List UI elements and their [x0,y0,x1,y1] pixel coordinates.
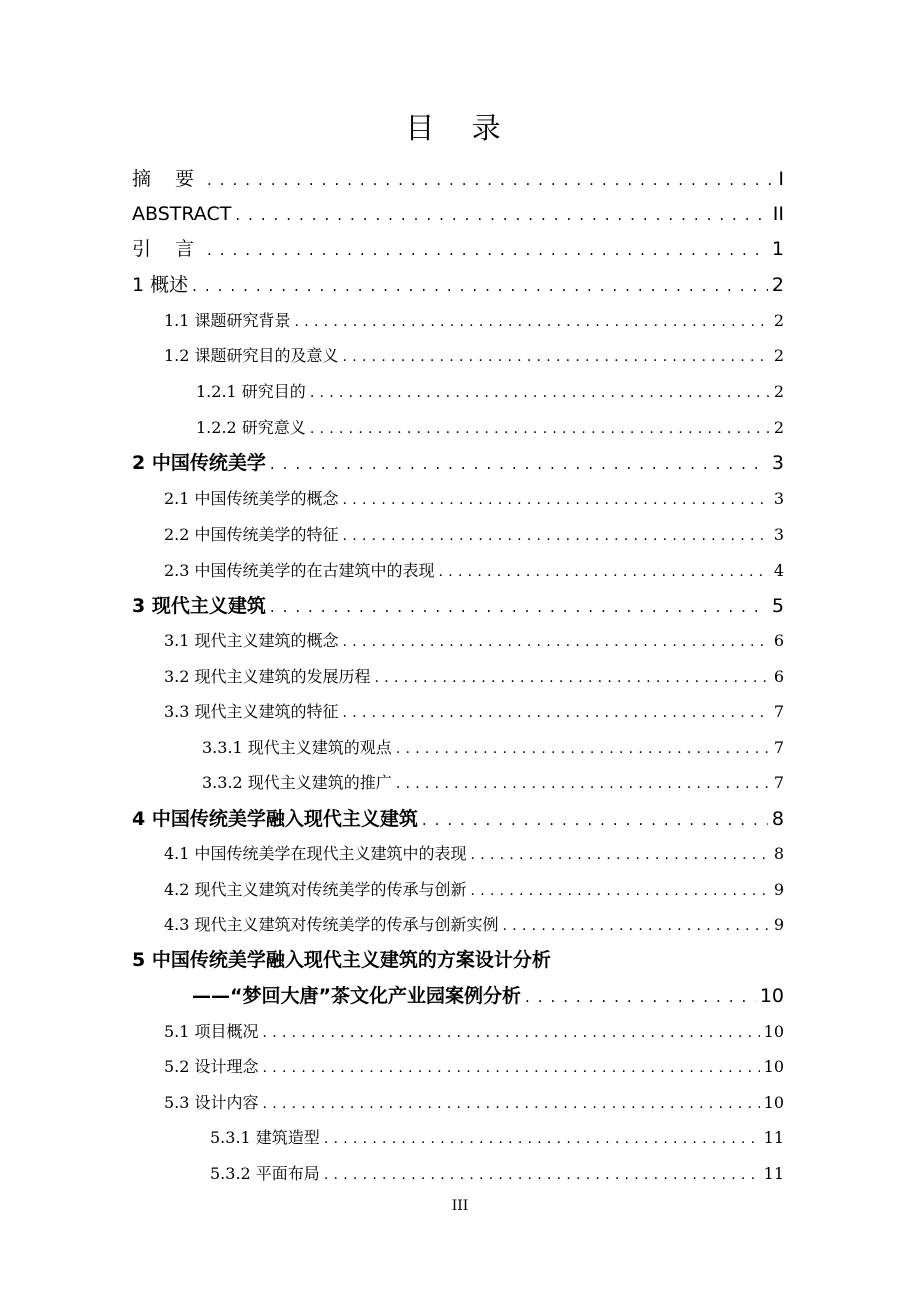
dot-leader [422,807,768,833]
toc-entry-label: 2.3 中国传统美学的在古建筑中的表现 [164,561,435,580]
dot-leader [207,237,768,263]
toc-entry-label: 4.3 现代主义建筑对传统美学的传承与创新实例 [164,915,499,934]
dot-leader [207,167,774,193]
toc-entry-label: 引 言 [132,238,204,260]
toc-entry-section-4-1[interactable] [164,842,784,866]
toc-entry-label: 3.2 现代主义建筑的发展历程 [164,667,371,686]
toc-entry-section-3-3[interactable] [164,700,784,724]
toc-entry-label: 5.2 设计理念 [164,1057,259,1076]
toc-page-number: 7 [773,773,784,792]
dot-leader [235,202,768,228]
toc-page-number: 1 [771,238,784,260]
toc-entry-label: 1.2.1 研究目的 [196,382,306,401]
toc-entry-intro[interactable] [132,236,784,262]
dot-leader [310,381,770,405]
dot-leader [270,594,768,620]
toc-page-number: 6 [773,667,784,686]
toc-entry-label: 5.3 设计内容 [164,1093,259,1112]
toc-entry-chapter-2[interactable] [132,450,784,476]
toc-entry-label: 1.2.2 研究意义 [196,418,306,437]
dot-leader [343,524,770,548]
dot-leader [471,843,770,867]
dot-leader [343,630,770,654]
toc-entry-abstract-cn[interactable] [132,166,784,192]
toc-entry-label: 4.2 现代主义建筑对传统美学的传承与创新 [164,880,467,899]
toc-page-number: 2 [773,346,784,365]
toc-entry-label: ABSTRACT [132,203,232,225]
dot-leader [324,1127,760,1151]
toc-entry-label: 5.3.2 平面布局 [210,1164,320,1183]
toc-entry-label: 1.1 课题研究背景 [164,311,291,330]
toc-entry-section-5-3-2[interactable] [210,1162,784,1186]
toc-entry-section-1-2-1[interactable] [196,380,784,404]
dot-leader [343,488,770,512]
toc-page-number: 10 [763,1093,784,1112]
toc-page-number: 3 [773,525,784,544]
toc-entry-label: 3.3.2 现代主义建筑的推广 [202,773,392,792]
toc-page-number: 3 [773,489,784,508]
toc-entry-label: 5.3.1 建筑造型 [210,1128,320,1147]
dot-leader [396,772,770,796]
dot-leader [310,417,770,441]
dot-leader [263,1056,760,1080]
toc-page-number: 7 [773,702,784,721]
toc-page-number: 10 [759,985,784,1007]
toc-page-number: I [778,168,784,190]
toc-entry-label: 3.3 现代主义建筑的特征 [164,702,339,721]
dot-leader [525,984,756,1010]
toc-entry-label: 3.1 现代主义建筑的概念 [164,631,339,650]
page-title: 目 录 [405,111,515,145]
dot-leader [263,1021,760,1045]
toc-page-number: 2 [773,382,784,401]
toc-entry-label: 4.1 中国传统美学在现代主义建筑中的表现 [164,844,467,863]
toc-entry-label: 1 概述 [132,274,189,296]
toc-entry-label: 5.1 项目概况 [164,1022,259,1041]
toc-entry-chapter-1[interactable] [132,272,784,298]
toc-entry-label: ——“梦回大唐”茶文化产业园案例分析 [192,985,521,1007]
toc-entry-label: 4 中国传统美学融入现代主义建筑 [132,808,418,830]
toc-entry-section-3-1[interactable] [164,629,784,653]
toc-page-number: 5 [771,595,784,617]
dot-leader [503,914,770,938]
toc-page-number: 6 [773,631,784,650]
toc-entry-chapter-5[interactable] [192,983,784,1009]
toc-page-number: 2 [773,418,784,437]
dot-leader [439,560,770,584]
toc-entry-section-5-1[interactable] [164,1020,784,1044]
toc-entry-chapter-3[interactable] [132,593,784,619]
toc-entry-label: 2.2 中国传统美学的特征 [164,525,339,544]
toc-entry-section-1-2[interactable] [164,344,784,368]
toc-entry-section-2-3[interactable] [164,559,784,583]
toc-page-number: 8 [773,844,784,863]
toc-entry-section-3-3-2[interactable] [202,771,784,795]
toc-page-number: 3 [771,452,784,474]
dot-leader [375,666,770,690]
toc-page-number: 11 [763,1128,784,1147]
toc-entry-section-5-2[interactable] [164,1055,784,1079]
toc-page-number: 11 [763,1164,784,1183]
toc-entry-section-2-1[interactable] [164,487,784,511]
dot-leader [343,701,770,725]
toc-entry-section-4-3[interactable] [164,913,784,937]
toc-entry-label: 2.1 中国传统美学的概念 [164,489,339,508]
toc-entry-label: 摘 要 [132,168,204,190]
toc-entry-section-5-3-1[interactable] [210,1126,784,1150]
toc-entry-abstract-en[interactable] [132,201,784,227]
toc-page-number: 9 [773,915,784,934]
page-number-footer: III [451,1198,469,1214]
toc-entry-section-1-2-2[interactable] [196,416,784,440]
toc-entry-label: 1.2 课题研究目的及意义 [164,346,339,365]
toc-page-number: 7 [773,738,784,757]
toc-entry-label: 3.3.1 现代主义建筑的观点 [202,738,392,757]
toc-entry-label: 3 现代主义建筑 [132,595,266,617]
toc-entry-chapter-4[interactable] [132,806,784,832]
toc-entry-section-1-1[interactable] [164,309,784,333]
toc-entry-section-2-2[interactable] [164,523,784,547]
toc-entry-section-3-2[interactable] [164,665,784,689]
dot-leader [343,345,770,369]
toc-page-number: 10 [763,1057,784,1076]
toc-page-number: 9 [773,880,784,899]
dot-leader [471,879,770,903]
dot-leader [295,310,770,334]
dot-leader [396,737,770,761]
toc-page-number: 2 [773,311,784,330]
toc-entry-section-3-3-1[interactable] [202,736,784,760]
dot-leader [324,1163,760,1187]
toc-page-number: 4 [773,561,784,580]
toc-entry-label: 2 中国传统美学 [132,452,266,474]
dot-leader [192,273,768,299]
toc-page-number: II [772,203,784,225]
toc-page-number: 2 [771,274,784,296]
toc-entry-section-5-3[interactable] [164,1091,784,1115]
toc-page-number: 8 [771,808,784,830]
toc-entry-chapter-5-title[interactable]: 5 中国传统美学融入现代主义建筑的方案设计分析 [132,949,551,971]
dot-leader [270,451,768,477]
dot-leader [263,1092,760,1116]
toc-entry-section-4-2[interactable] [164,878,784,902]
toc-page-number: 10 [763,1022,784,1041]
